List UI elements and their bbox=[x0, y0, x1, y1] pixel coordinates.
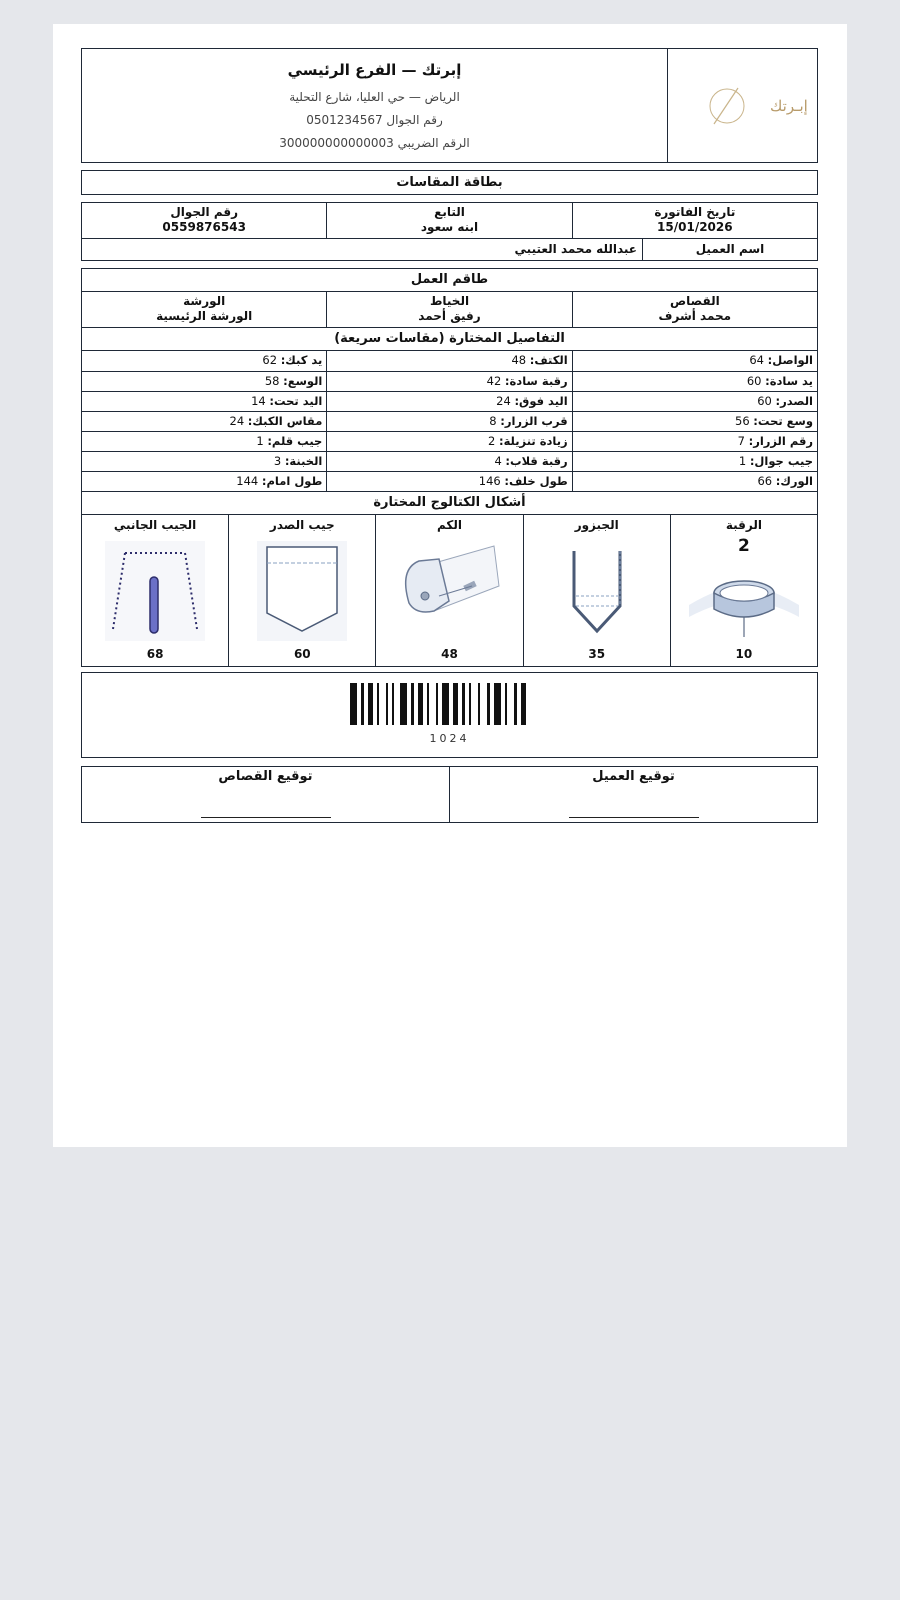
invoice-page bbox=[53, 24, 847, 1147]
invoice-info bbox=[81, 202, 818, 239]
store-address: الرياض — حي العليا، شارع التحلية bbox=[289, 90, 460, 104]
placket-icon bbox=[562, 541, 632, 636]
collar-badge: 2 bbox=[737, 536, 750, 556]
measurements-title: التفاصيل المختارة (مقاسات سريعة) bbox=[81, 327, 818, 351]
store-tax-number: الرقم الضريبي 300000000000003 bbox=[279, 136, 470, 150]
team-tailor: الخياط رفيق أحمد bbox=[327, 292, 572, 327]
chest-pocket-icon bbox=[257, 541, 347, 641]
invoice-date: تاريخ الفاتورة 15/01/2026 bbox=[654, 205, 736, 234]
store-header bbox=[81, 48, 818, 163]
side-pocket-icon bbox=[105, 541, 205, 641]
collar-icon bbox=[679, 557, 809, 637]
svg-text:إبـرتك: إبـرتك bbox=[769, 96, 808, 115]
cutter-signature: توقيع القصاص bbox=[82, 767, 450, 822]
customer-signature: توقيع العميل bbox=[450, 767, 817, 822]
table-row: الورك: 66 طول خلف: 146 طول امام: 144 bbox=[82, 471, 817, 491]
sleeve-icon bbox=[394, 541, 504, 636]
measurements-table bbox=[81, 350, 818, 492]
store-phone: رقم الجوال 0501234567 bbox=[306, 113, 443, 127]
catalog-item-chest-pocket: جيب الصدر 60 bbox=[229, 515, 376, 666]
store-title: إبرتك — الفرع الرئيسي bbox=[287, 61, 462, 79]
table-row: الواصل: 64 الكتف: 48 يد كبك: 62 bbox=[82, 351, 817, 371]
catalog-item-sleeve: الكم 48 bbox=[376, 515, 523, 666]
customer-label: اسم العميل bbox=[642, 239, 817, 260]
signatures bbox=[81, 766, 818, 823]
table-row: الصدر: 60 اليد فوق: 24 اليد تحت: 14 bbox=[82, 391, 817, 411]
catalog-item-collar: الرقبة 2 10 bbox=[671, 515, 817, 666]
table-row: يد سادة: 60 رقبة سادة: 42 الوسع: 58 bbox=[82, 371, 817, 391]
team-workshop: الورشة الورشة الرئيسية bbox=[82, 292, 327, 327]
invoice-phone: رقم الجوال 0559876543 bbox=[82, 203, 327, 238]
catalog-item-placket: الجبزور 35 bbox=[524, 515, 671, 666]
table-row: جيب جوال: 1 رقبة قلاب: 4 الخبنة: 3 bbox=[82, 451, 817, 471]
invoice-branch: التابع ابنه سعود bbox=[327, 203, 572, 238]
table-row: وسع تحت: 56 قرب الزرار: 8 مقاس الكبك: 24 bbox=[82, 411, 817, 431]
barcode-icon bbox=[350, 683, 550, 725]
barcode-number: 1024 bbox=[429, 732, 470, 745]
catalog-shapes bbox=[81, 514, 818, 667]
table-row: رقم الزرار: 7 زيادة تنزيلة: 2 جيب قلم: 1 bbox=[82, 431, 817, 451]
barcode-box bbox=[81, 672, 818, 758]
store-logo bbox=[667, 49, 817, 162]
document-title: بطاقة المقاسات bbox=[81, 170, 818, 195]
team-cutter: القصاص محمد أشرف bbox=[658, 294, 732, 323]
customer-name: عبدالله محمد العتيبي bbox=[514, 242, 637, 256]
team-row bbox=[81, 291, 818, 328]
catalog-item-side-pocket: الجيب الجانبي 68 bbox=[82, 515, 229, 666]
catalog-title: أشكال الكتالوج المختارة bbox=[81, 491, 818, 515]
team-title: طاقم العمل bbox=[81, 268, 818, 292]
customer-row bbox=[81, 238, 818, 261]
